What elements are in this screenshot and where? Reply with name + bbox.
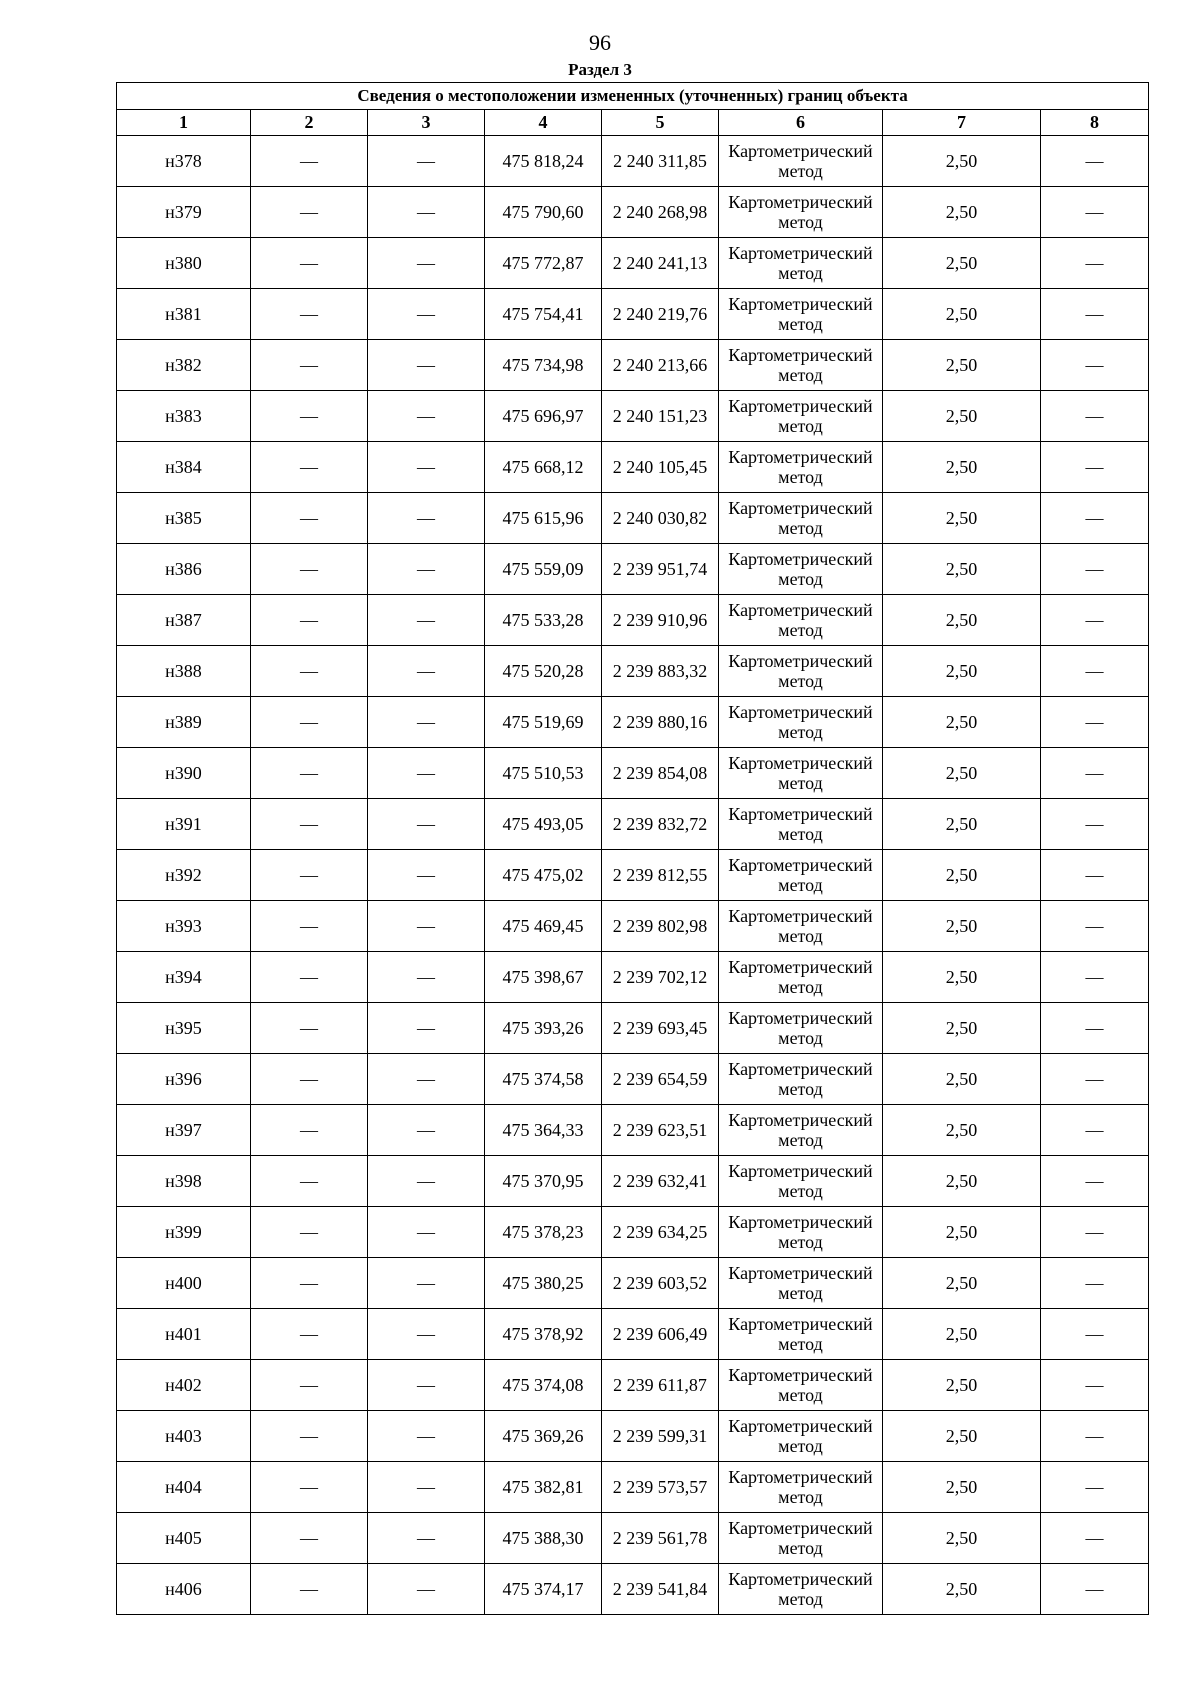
y-coordinate-cell: 2 240 151,23	[602, 391, 719, 442]
y-coordinate-cell: 2 239 611,87	[602, 1360, 719, 1411]
empty-cell: —	[251, 391, 368, 442]
point-name-cell: н401	[117, 1309, 251, 1360]
empty-cell: —	[251, 442, 368, 493]
accuracy-cell: 2,50	[883, 289, 1041, 340]
y-coordinate-cell: 2 239 599,31	[602, 1411, 719, 1462]
empty-cell: —	[1041, 1360, 1149, 1411]
table-row	[117, 1309, 1149, 1360]
method-cell: Картометрический метод	[719, 1411, 883, 1462]
method-cell: Картометрический метод	[719, 1105, 883, 1156]
y-coordinate-cell: 2 240 311,85	[602, 136, 719, 187]
x-coordinate-cell: 475 519,69	[485, 697, 602, 748]
method-cell: Картометрический метод	[719, 289, 883, 340]
table-row	[117, 1156, 1149, 1207]
empty-cell: —	[368, 1411, 485, 1462]
table-row	[117, 1258, 1149, 1309]
table-row	[117, 1411, 1149, 1462]
y-coordinate-cell: 2 240 219,76	[602, 289, 719, 340]
column-header: 7	[883, 110, 1041, 136]
table-row	[117, 1105, 1149, 1156]
y-coordinate-cell: 2 239 654,59	[602, 1054, 719, 1105]
empty-cell: —	[251, 1564, 368, 1615]
empty-cell: —	[368, 1462, 485, 1513]
empty-cell: —	[1041, 1513, 1149, 1564]
empty-cell: —	[368, 1309, 485, 1360]
y-coordinate-cell: 2 240 213,66	[602, 340, 719, 391]
accuracy-cell: 2,50	[883, 901, 1041, 952]
empty-cell: —	[251, 493, 368, 544]
y-coordinate-cell: 2 240 241,13	[602, 238, 719, 289]
empty-cell: —	[368, 901, 485, 952]
method-cell: Картометрический метод	[719, 1513, 883, 1564]
column-header: 3	[368, 110, 485, 136]
accuracy-cell: 2,50	[883, 1462, 1041, 1513]
empty-cell: —	[251, 1360, 368, 1411]
accuracy-cell: 2,50	[883, 1054, 1041, 1105]
method-cell: Картометрический метод	[719, 748, 883, 799]
empty-cell: —	[368, 1258, 485, 1309]
empty-cell: —	[368, 595, 485, 646]
table-row	[117, 748, 1149, 799]
point-name-cell: н399	[117, 1207, 251, 1258]
method-cell: Картометрический метод	[719, 544, 883, 595]
accuracy-cell: 2,50	[883, 187, 1041, 238]
empty-cell: —	[251, 1513, 368, 1564]
empty-cell: —	[368, 697, 485, 748]
point-name-cell: н406	[117, 1564, 251, 1615]
column-header: 6	[719, 110, 883, 136]
x-coordinate-cell: 475 520,28	[485, 646, 602, 697]
empty-cell: —	[1041, 391, 1149, 442]
table-row	[117, 1207, 1149, 1258]
empty-cell: —	[251, 136, 368, 187]
method-cell: Картометрический метод	[719, 901, 883, 952]
accuracy-cell: 2,50	[883, 1003, 1041, 1054]
empty-cell: —	[368, 1513, 485, 1564]
y-coordinate-cell: 2 239 634,25	[602, 1207, 719, 1258]
empty-cell: —	[368, 340, 485, 391]
empty-cell: —	[251, 238, 368, 289]
x-coordinate-cell: 475 696,97	[485, 391, 602, 442]
y-coordinate-cell: 2 239 632,41	[602, 1156, 719, 1207]
empty-cell: —	[251, 748, 368, 799]
empty-cell: —	[1041, 646, 1149, 697]
empty-cell: —	[1041, 187, 1149, 238]
y-coordinate-cell: 2 239 910,96	[602, 595, 719, 646]
empty-cell: —	[251, 799, 368, 850]
point-name-cell: н394	[117, 952, 251, 1003]
method-cell: Картометрический метод	[719, 340, 883, 391]
y-coordinate-cell: 2 239 606,49	[602, 1309, 719, 1360]
method-cell: Картометрический метод	[719, 493, 883, 544]
table-row	[117, 544, 1149, 595]
empty-cell: —	[368, 187, 485, 238]
accuracy-cell: 2,50	[883, 1411, 1041, 1462]
table-row	[117, 799, 1149, 850]
method-cell: Картометрический метод	[719, 442, 883, 493]
x-coordinate-cell: 475 772,87	[485, 238, 602, 289]
table-row	[117, 1003, 1149, 1054]
empty-cell: —	[251, 1156, 368, 1207]
y-coordinate-cell: 2 239 702,12	[602, 952, 719, 1003]
empty-cell: —	[251, 340, 368, 391]
y-coordinate-cell: 2 239 951,74	[602, 544, 719, 595]
method-cell: Картометрический метод	[719, 136, 883, 187]
y-coordinate-cell: 2 239 802,98	[602, 901, 719, 952]
x-coordinate-cell: 475 374,58	[485, 1054, 602, 1105]
point-name-cell: н389	[117, 697, 251, 748]
empty-cell: —	[368, 289, 485, 340]
table-row	[117, 646, 1149, 697]
table-row	[117, 1360, 1149, 1411]
method-cell: Картометрический метод	[719, 1309, 883, 1360]
empty-cell: —	[368, 544, 485, 595]
x-coordinate-cell: 475 533,28	[485, 595, 602, 646]
point-name-cell: н404	[117, 1462, 251, 1513]
accuracy-cell: 2,50	[883, 340, 1041, 391]
boundary-coordinates-table	[116, 82, 1149, 1615]
empty-cell: —	[1041, 1105, 1149, 1156]
empty-cell: —	[368, 850, 485, 901]
x-coordinate-cell: 475 380,25	[485, 1258, 602, 1309]
point-name-cell: н387	[117, 595, 251, 646]
table-row	[117, 595, 1149, 646]
x-coordinate-cell: 475 369,26	[485, 1411, 602, 1462]
empty-cell: —	[1041, 1156, 1149, 1207]
x-coordinate-cell: 475 559,09	[485, 544, 602, 595]
empty-cell: —	[1041, 1207, 1149, 1258]
empty-cell: —	[251, 1411, 368, 1462]
empty-cell: —	[368, 442, 485, 493]
section-title: Раздел 3	[568, 60, 632, 79]
empty-cell: —	[1041, 748, 1149, 799]
accuracy-cell: 2,50	[883, 544, 1041, 595]
empty-cell: —	[368, 1003, 485, 1054]
empty-cell: —	[251, 1258, 368, 1309]
point-name-cell: н379	[117, 187, 251, 238]
empty-cell: —	[1041, 799, 1149, 850]
point-name-cell: н382	[117, 340, 251, 391]
accuracy-cell: 2,50	[883, 1564, 1041, 1615]
empty-cell: —	[251, 1309, 368, 1360]
empty-cell: —	[1041, 1054, 1149, 1105]
point-name-cell: н380	[117, 238, 251, 289]
method-cell: Картометрический метод	[719, 850, 883, 901]
x-coordinate-cell: 475 469,45	[485, 901, 602, 952]
table-row	[117, 850, 1149, 901]
column-header: 5	[602, 110, 719, 136]
point-name-cell: н398	[117, 1156, 251, 1207]
empty-cell: —	[1041, 697, 1149, 748]
accuracy-cell: 2,50	[883, 646, 1041, 697]
y-coordinate-cell: 2 239 832,72	[602, 799, 719, 850]
empty-cell: —	[368, 136, 485, 187]
accuracy-cell: 2,50	[883, 1156, 1041, 1207]
point-name-cell: н388	[117, 646, 251, 697]
empty-cell: —	[1041, 1564, 1149, 1615]
empty-cell: —	[1041, 238, 1149, 289]
y-coordinate-cell: 2 239 693,45	[602, 1003, 719, 1054]
point-name-cell: н381	[117, 289, 251, 340]
point-name-cell: н386	[117, 544, 251, 595]
empty-cell: —	[368, 748, 485, 799]
x-coordinate-cell: 475 615,96	[485, 493, 602, 544]
point-name-cell: н393	[117, 901, 251, 952]
x-coordinate-cell: 475 378,23	[485, 1207, 602, 1258]
accuracy-cell: 2,50	[883, 1309, 1041, 1360]
y-coordinate-cell: 2 239 623,51	[602, 1105, 719, 1156]
empty-cell: —	[1041, 340, 1149, 391]
method-cell: Картометрический метод	[719, 238, 883, 289]
table-row	[117, 238, 1149, 289]
x-coordinate-cell: 475 370,95	[485, 1156, 602, 1207]
empty-cell: —	[251, 646, 368, 697]
table-row	[117, 1462, 1149, 1513]
accuracy-cell: 2,50	[883, 442, 1041, 493]
table-row	[117, 187, 1149, 238]
empty-cell: —	[368, 1054, 485, 1105]
empty-cell: —	[368, 799, 485, 850]
table-row	[117, 1564, 1149, 1615]
point-name-cell: н405	[117, 1513, 251, 1564]
x-coordinate-cell: 475 734,98	[485, 340, 602, 391]
x-coordinate-cell: 475 388,30	[485, 1513, 602, 1564]
empty-cell: —	[1041, 1462, 1149, 1513]
table-row	[117, 901, 1149, 952]
point-name-cell: н395	[117, 1003, 251, 1054]
accuracy-cell: 2,50	[883, 493, 1041, 544]
column-header-row	[117, 110, 1149, 136]
accuracy-cell: 2,50	[883, 238, 1041, 289]
method-cell: Картометрический метод	[719, 646, 883, 697]
empty-cell: —	[368, 1564, 485, 1615]
point-name-cell: н391	[117, 799, 251, 850]
y-coordinate-cell: 2 239 883,32	[602, 646, 719, 697]
empty-cell: —	[251, 289, 368, 340]
point-name-cell: н385	[117, 493, 251, 544]
accuracy-cell: 2,50	[883, 1360, 1041, 1411]
method-cell: Картометрический метод	[719, 1054, 883, 1105]
x-coordinate-cell: 475 364,33	[485, 1105, 602, 1156]
x-coordinate-cell: 475 668,12	[485, 442, 602, 493]
accuracy-cell: 2,50	[883, 1207, 1041, 1258]
method-cell: Картометрический метод	[719, 1003, 883, 1054]
empty-cell: —	[1041, 544, 1149, 595]
method-cell: Картометрический метод	[719, 697, 883, 748]
point-name-cell: н378	[117, 136, 251, 187]
page-number: 96	[589, 30, 611, 55]
table-row	[117, 442, 1149, 493]
empty-cell: —	[251, 1105, 368, 1156]
point-name-cell: н402	[117, 1360, 251, 1411]
y-coordinate-cell: 2 239 603,52	[602, 1258, 719, 1309]
x-coordinate-cell: 475 510,53	[485, 748, 602, 799]
method-cell: Картометрический метод	[719, 1258, 883, 1309]
y-coordinate-cell: 2 239 573,57	[602, 1462, 719, 1513]
point-name-cell: н383	[117, 391, 251, 442]
empty-cell: —	[251, 850, 368, 901]
accuracy-cell: 2,50	[883, 952, 1041, 1003]
empty-cell: —	[1041, 136, 1149, 187]
accuracy-cell: 2,50	[883, 748, 1041, 799]
accuracy-cell: 2,50	[883, 595, 1041, 646]
y-coordinate-cell: 2 239 541,84	[602, 1564, 719, 1615]
x-coordinate-cell: 475 382,81	[485, 1462, 602, 1513]
accuracy-cell: 2,50	[883, 1258, 1041, 1309]
y-coordinate-cell: 2 239 880,16	[602, 697, 719, 748]
empty-cell: —	[251, 697, 368, 748]
empty-cell: —	[368, 238, 485, 289]
x-coordinate-cell: 475 374,17	[485, 1564, 602, 1615]
x-coordinate-cell: 475 818,24	[485, 136, 602, 187]
column-header: 4	[485, 110, 602, 136]
accuracy-cell: 2,50	[883, 1513, 1041, 1564]
point-name-cell: н400	[117, 1258, 251, 1309]
y-coordinate-cell: 2 239 854,08	[602, 748, 719, 799]
method-cell: Картометрический метод	[719, 1360, 883, 1411]
accuracy-cell: 2,50	[883, 391, 1041, 442]
point-name-cell: н390	[117, 748, 251, 799]
y-coordinate-cell: 2 240 030,82	[602, 493, 719, 544]
method-cell: Картометрический метод	[719, 1207, 883, 1258]
y-coordinate-cell: 2 239 561,78	[602, 1513, 719, 1564]
method-cell: Картометрический метод	[719, 1156, 883, 1207]
empty-cell: —	[251, 901, 368, 952]
empty-cell: —	[1041, 901, 1149, 952]
table-row	[117, 1054, 1149, 1105]
empty-cell: —	[368, 952, 485, 1003]
empty-cell: —	[251, 1003, 368, 1054]
x-coordinate-cell: 475 393,26	[485, 1003, 602, 1054]
empty-cell: —	[1041, 952, 1149, 1003]
x-coordinate-cell: 475 378,92	[485, 1309, 602, 1360]
method-cell: Картометрический метод	[719, 799, 883, 850]
method-cell: Картометрический метод	[719, 187, 883, 238]
column-header: 1	[117, 110, 251, 136]
method-cell: Картометрический метод	[719, 1564, 883, 1615]
empty-cell: —	[368, 493, 485, 544]
empty-cell: —	[1041, 595, 1149, 646]
table-row	[117, 391, 1149, 442]
table-caption: Сведения о местоположении измененных (уточненных) границ объекта	[117, 83, 1149, 110]
y-coordinate-cell: 2 240 268,98	[602, 187, 719, 238]
x-coordinate-cell: 475 398,67	[485, 952, 602, 1003]
y-coordinate-cell: 2 239 812,55	[602, 850, 719, 901]
empty-cell: —	[1041, 1258, 1149, 1309]
empty-cell: —	[251, 595, 368, 646]
empty-cell: —	[368, 1156, 485, 1207]
accuracy-cell: 2,50	[883, 697, 1041, 748]
empty-cell: —	[1041, 289, 1149, 340]
x-coordinate-cell: 475 475,02	[485, 850, 602, 901]
empty-cell: —	[368, 646, 485, 697]
empty-cell: —	[368, 1360, 485, 1411]
accuracy-cell: 2,50	[883, 850, 1041, 901]
column-header: 2	[251, 110, 368, 136]
empty-cell: —	[1041, 493, 1149, 544]
empty-cell: —	[1041, 1309, 1149, 1360]
table-row	[117, 952, 1149, 1003]
table-row	[117, 493, 1149, 544]
point-name-cell: н403	[117, 1411, 251, 1462]
accuracy-cell: 2,50	[883, 136, 1041, 187]
point-name-cell: н397	[117, 1105, 251, 1156]
accuracy-cell: 2,50	[883, 799, 1041, 850]
table-row	[117, 136, 1149, 187]
point-name-cell: н384	[117, 442, 251, 493]
empty-cell: —	[368, 1105, 485, 1156]
empty-cell: —	[368, 391, 485, 442]
y-coordinate-cell: 2 240 105,45	[602, 442, 719, 493]
x-coordinate-cell: 475 790,60	[485, 187, 602, 238]
table-row	[117, 289, 1149, 340]
empty-cell: —	[1041, 1003, 1149, 1054]
column-header: 8	[1041, 110, 1149, 136]
x-coordinate-cell: 475 754,41	[485, 289, 602, 340]
table-row	[117, 1513, 1149, 1564]
table-row	[117, 697, 1149, 748]
empty-cell: —	[251, 1462, 368, 1513]
empty-cell: —	[251, 187, 368, 238]
empty-cell: —	[251, 544, 368, 595]
method-cell: Картометрический метод	[719, 1462, 883, 1513]
table-row	[117, 340, 1149, 391]
empty-cell: —	[1041, 442, 1149, 493]
x-coordinate-cell: 475 493,05	[485, 799, 602, 850]
method-cell: Картометрический метод	[719, 595, 883, 646]
x-coordinate-cell: 475 374,08	[485, 1360, 602, 1411]
empty-cell: —	[1041, 850, 1149, 901]
table-body	[117, 136, 1149, 1615]
empty-cell: —	[251, 1054, 368, 1105]
point-name-cell: н392	[117, 850, 251, 901]
accuracy-cell: 2,50	[883, 1105, 1041, 1156]
empty-cell: —	[251, 952, 368, 1003]
empty-cell: —	[368, 1207, 485, 1258]
empty-cell: —	[251, 1207, 368, 1258]
point-name-cell: н396	[117, 1054, 251, 1105]
method-cell: Картометрический метод	[719, 952, 883, 1003]
empty-cell: —	[1041, 1411, 1149, 1462]
method-cell: Картометрический метод	[719, 391, 883, 442]
